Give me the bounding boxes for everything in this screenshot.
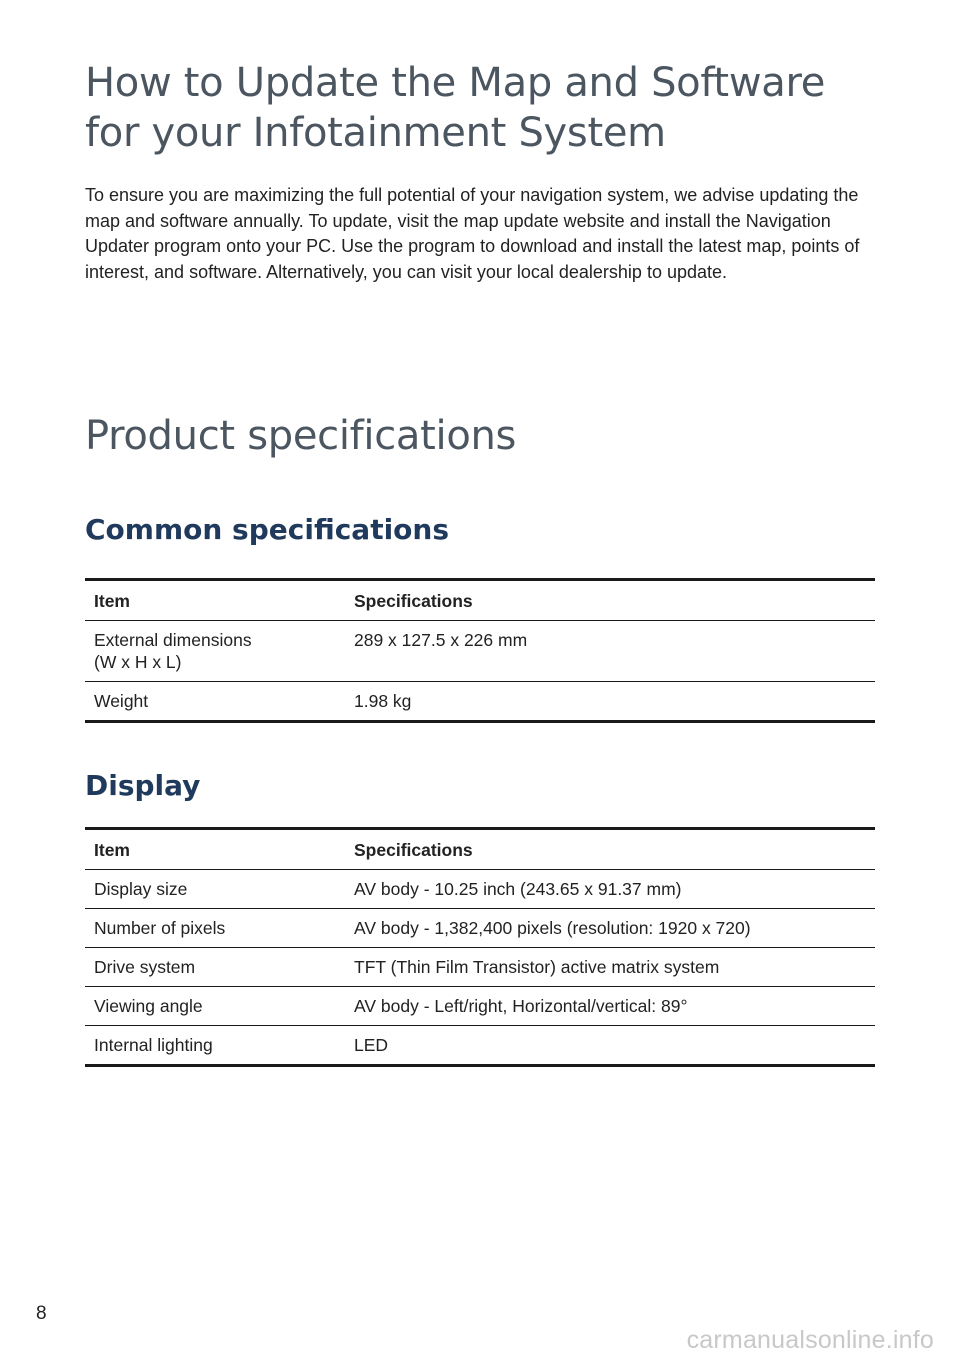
- column-header-specifications: Specifications: [345, 580, 875, 621]
- row-item-external-dimensions: External dimensions (W x H x L): [85, 621, 345, 682]
- table-header-row: [85, 580, 875, 621]
- column-header-item: Item: [85, 829, 345, 870]
- page-number: 8: [36, 1303, 47, 1324]
- row-item-number-of-pixels: Number of pixels: [85, 909, 345, 948]
- row-item-drive-system: Drive system: [85, 948, 345, 987]
- common-specifications-table: [85, 578, 875, 723]
- update-section-body: To ensure you are maximizing the full potential of your navigation system, we advise updating the map and software annually. To update, visit the map update website and install the Navigation Updater program onto your PC. Use the program to download and install the latest map, points of interest, and software. Alternatively, you can visit your local dealership to update.: [85, 185, 860, 282]
- product-specifications-title: Product specifications: [85, 413, 517, 459]
- table-header-row: [85, 829, 875, 870]
- table-row: [85, 621, 875, 682]
- table-row: [85, 682, 875, 722]
- display-title: Display: [85, 769, 201, 802]
- row-spec-internal-lighting: LED: [354, 1035, 389, 1055]
- common-specifications-title: Common specifications: [85, 513, 450, 546]
- row-item-display-size: Display size: [85, 870, 345, 909]
- table-row: [85, 1026, 875, 1066]
- row-spec-weight: 1.98 kg: [354, 691, 412, 711]
- table-row: [85, 870, 875, 909]
- row-spec-viewing-angle: AV body - Left/right, Horizontal/vertical: 89°: [345, 987, 875, 1026]
- row-item-weight: Weight: [94, 691, 149, 711]
- column-header-specifications: Specifications: [345, 829, 875, 870]
- column-header-item: Item: [85, 580, 345, 621]
- table-row: [85, 948, 875, 987]
- row-spec-drive-system: TFT (Thin Film Transistor) active matrix system: [345, 948, 875, 987]
- row-spec-display-size: AV body - 10.25 inch (243.65 x 91.37 mm): [345, 870, 875, 909]
- table-row: [85, 987, 875, 1026]
- row-spec-external-dimensions: 289 x 127.5 x 226 mm: [345, 621, 875, 682]
- table-row: [85, 909, 875, 948]
- row-spec-number-of-pixels: AV body - 1,382,400 pixels (resolution: 1920 x 720): [345, 909, 875, 948]
- watermark: carmanualsonline.info: [686, 1326, 934, 1354]
- update-section-title: How to Update the Map and Software for your Infotainment System: [85, 60, 826, 156]
- display-specifications-table: [85, 827, 875, 1067]
- row-item-internal-lighting: Internal lighting: [94, 1035, 213, 1055]
- row-item-viewing-angle: Viewing angle: [85, 987, 345, 1026]
